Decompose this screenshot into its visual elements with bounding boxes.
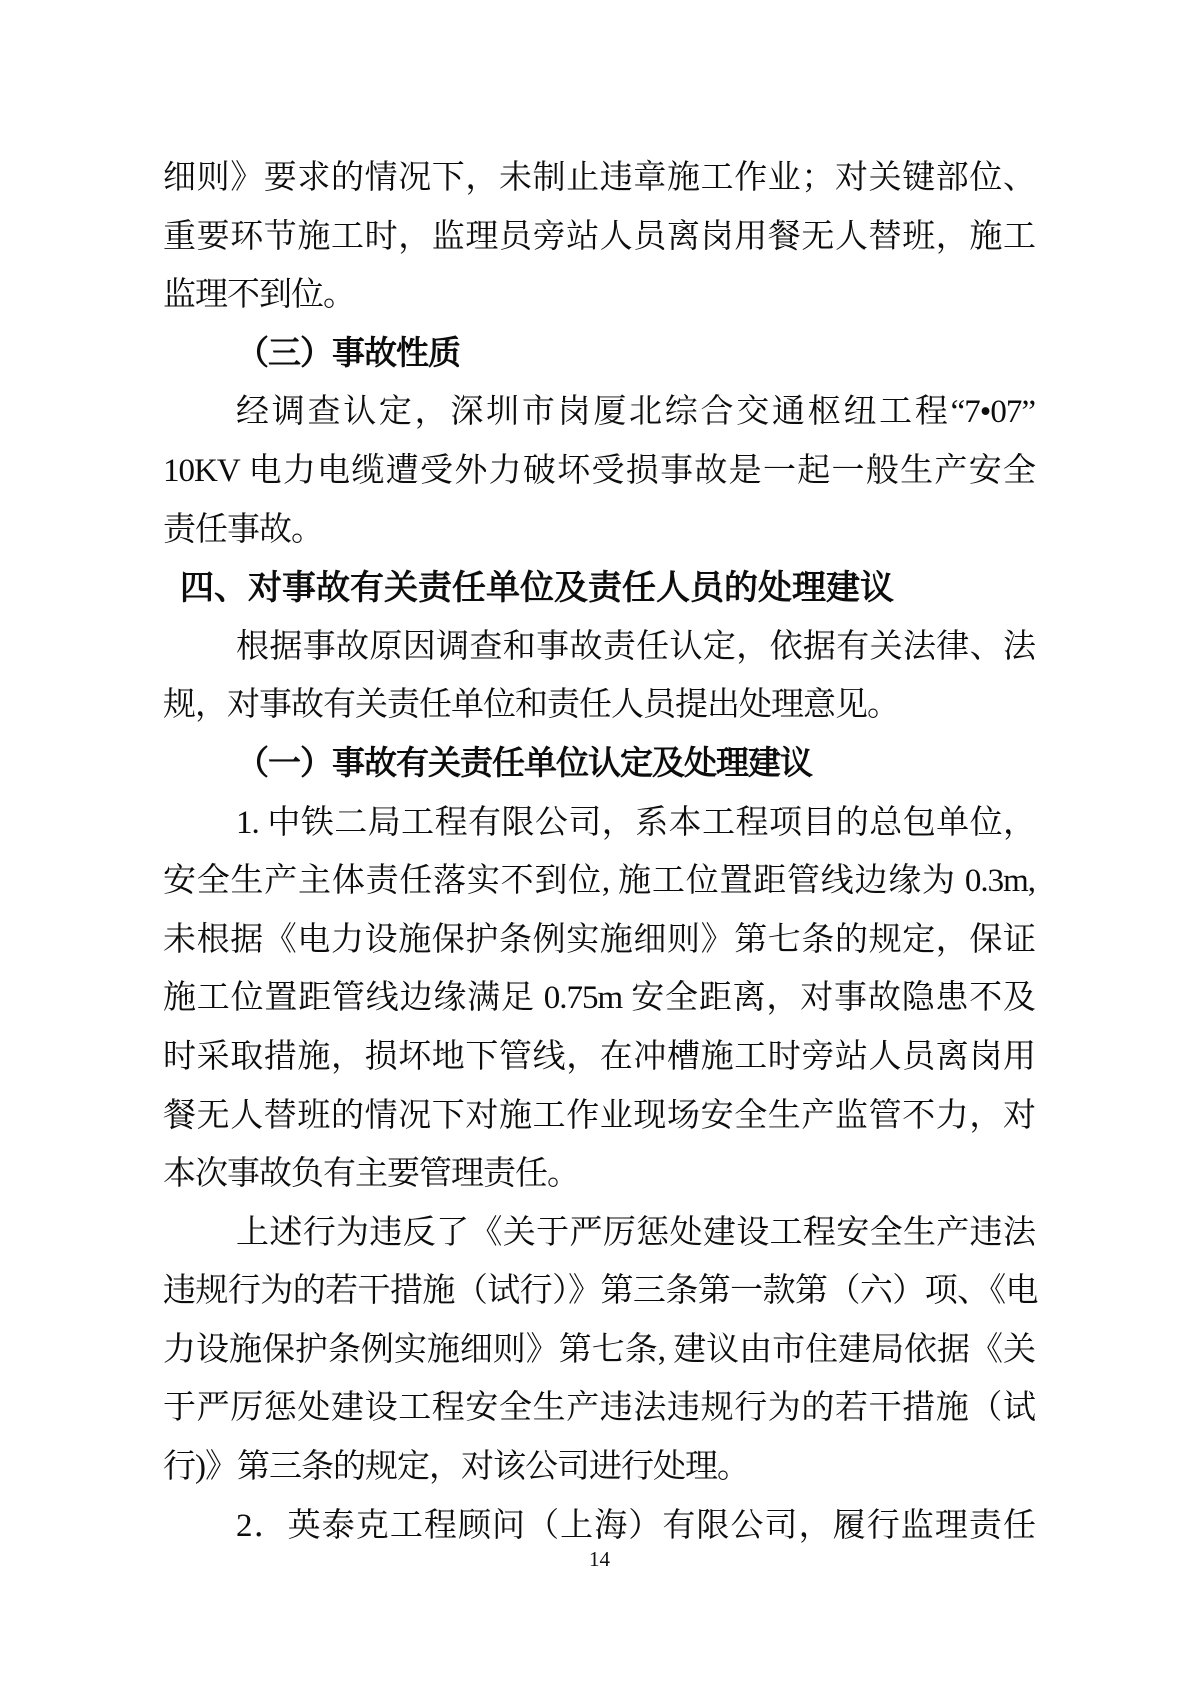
text-line: 施工位置距管线边缘满足 0.75m 安全距离，对事故隐患不及: [163, 980, 1035, 1017]
text-line: 未根据《电力设施保护条例实施细则》第七条的规定，保证: [163, 921, 1035, 958]
text-line: 时采取措施，损坏地下管线，在冲槽施工时旁站人员离岗用: [163, 1038, 1035, 1075]
text-line: 2．英泰克工程顾问（上海）有限公司，履行监理责任: [236, 1507, 1035, 1544]
text-line: 责任事故。: [163, 511, 323, 548]
text-line: 于严厉惩处建设工程安全生产违法违规行为的若干措施（试: [163, 1390, 1035, 1427]
text-line: 本次事故负有主要管理责任。: [163, 1156, 579, 1193]
text-line: 餐无人替班的情况下对施工作业现场安全生产监管不力，对: [163, 1097, 1035, 1134]
text-line: 重要环节施工时，监理员旁站人员离岗用餐无人替班，施工: [163, 218, 1035, 255]
text-line: 上述行为违反了《关于严厉惩处建设工程安全生产违法: [236, 1214, 1035, 1251]
text-line: 10KV 电力电缆遭受外力破坏受损事故是一起一般生产安全: [163, 452, 1035, 489]
page-number: 14: [589, 1547, 610, 1571]
text-line: 行)》第三条的规定，对该公司进行处理。: [163, 1449, 749, 1486]
text-line: 经调查认定，深圳市岗厦北综合交通枢纽工程“7•07”: [236, 394, 1035, 431]
text-line: 1. 中铁二局工程有限公司，系本工程项目的总包单位，: [236, 804, 1035, 841]
text-line: 安全生产主体责任落实不到位, 施工位置距管线边缘为 0.3m,: [163, 863, 1035, 900]
text-line: 违规行为的若干措施（试行）》第三条第一款第（六）项、《电: [163, 1273, 1035, 1310]
document-text-block: [163, 149, 1035, 1555]
text-line: 监理不到位。: [163, 277, 355, 314]
section-heading: （一）事故有关责任单位认定及处理建议: [236, 745, 812, 782]
text-line: 根据事故原因调查和事故责任认定，依据有关法律、法: [236, 628, 1035, 665]
text-line: 细则》要求的情况下，未制止违章施工作业；对关键部位、: [163, 160, 1035, 196]
text-line: 力设施保护条例实施细则》第七条, 建议由市住建局依据《关: [163, 1331, 1035, 1368]
section-heading: 四、对事故有关责任单位及责任人员的处理建议: [180, 569, 894, 608]
section-heading: （三）事故性质: [236, 335, 460, 372]
text-line: 规，对事故有关责任单位和责任人员提出处理意见。: [163, 687, 899, 724]
